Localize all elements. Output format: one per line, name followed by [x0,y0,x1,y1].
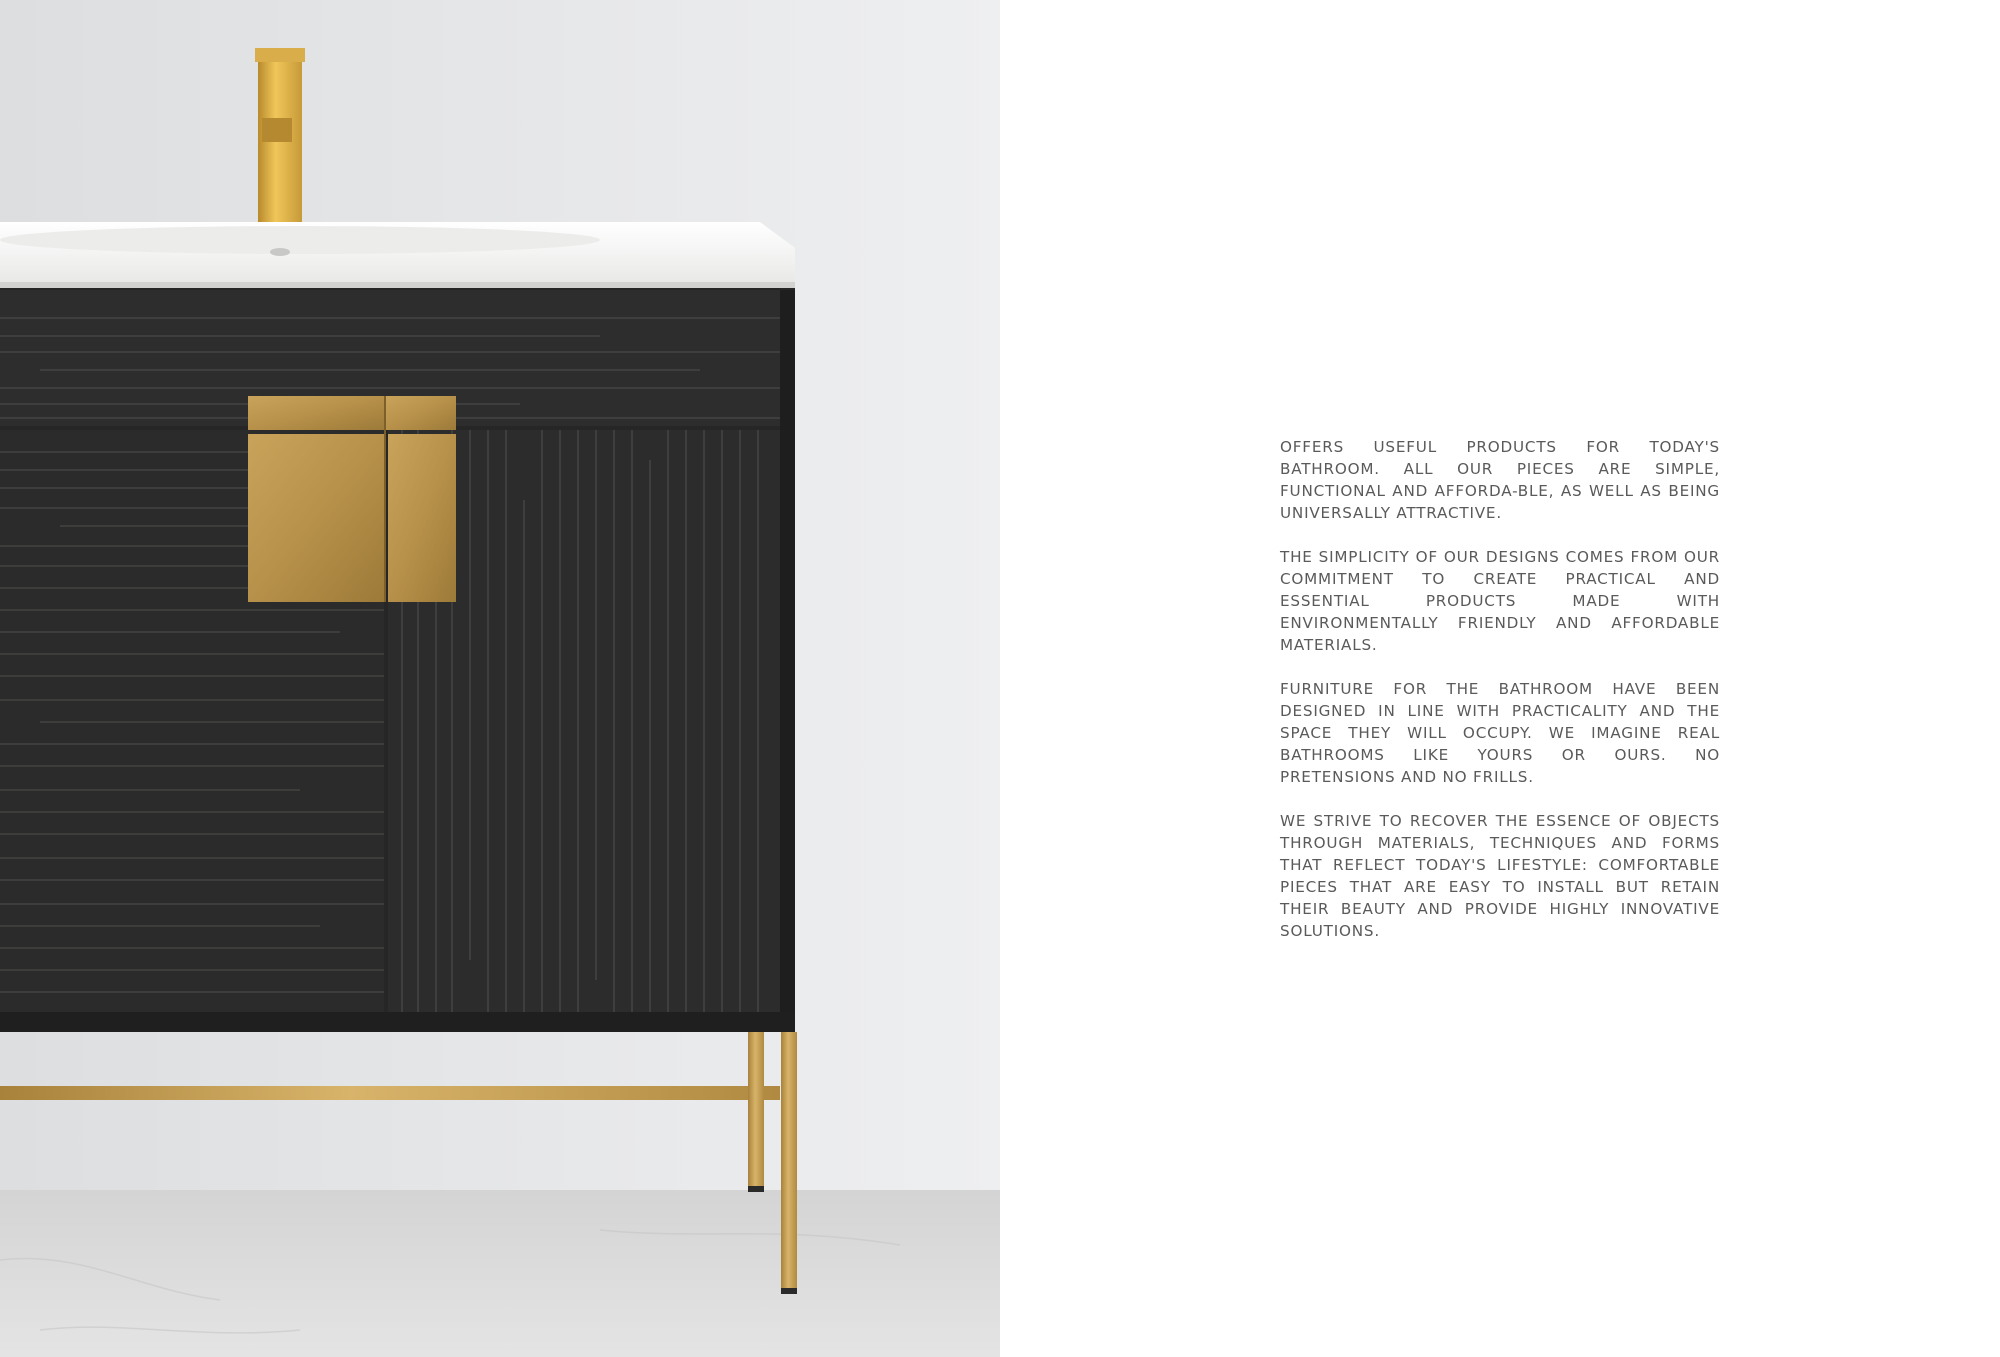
paragraph-3: FURNITURE FOR THE BATHROOM HAVE BEEN DESIGNED IN LINE WITH PRACTICALITY AND THE SPACE THEY WILL OCCUPY. WE IMAGINE REAL BATHROOMS LIKE YOURS OR OURS. NO PRETENSIONS AND NO FRILLS. [1280,680,1720,786]
paragraph-1: OFFERS USEFUL PRODUCTS FOR TODAY'S BATHROOM. ALL OUR PIECES ARE SIMPLE, FUNCTIONAL AND AFFORDA-BLE, AS WELL AS BEING UNIVERSALLY ATTRACTIVE. [1280,438,1720,522]
floor [0,1190,1000,1357]
faucet [254,48,306,233]
paragraph-4: WE STRIVE TO RECOVER THE ESSENCE OF OBJECTS THROUGH MATERIALS, TECHNIQUES AND FORMS THAT REFLECT TODAY'S LIFESTYLE: COMFORTABLE PIECES THAT ARE EASY TO INSTALL BUT RETAIN THEIR BEAUTY AND PROVIDE HIGHLY INNOVATIVE SOLUTIONS. [1280,812,1720,940]
text-page [1000,0,2000,1357]
basin [0,222,795,288]
cabinet-handles [248,396,456,602]
paragraph-2: THE SIMPLICITY OF OUR DESIGNS COMES FROM OUR COMMITMENT TO CREATE PRACTICAL AND ESSENTIAL PRODUCTS MADE WITH ENVIRONMENTALLY FRIENDLY AND AFFORDABLE MATERIALS. [1280,548,1720,654]
body-copy [1280,436,1720,942]
